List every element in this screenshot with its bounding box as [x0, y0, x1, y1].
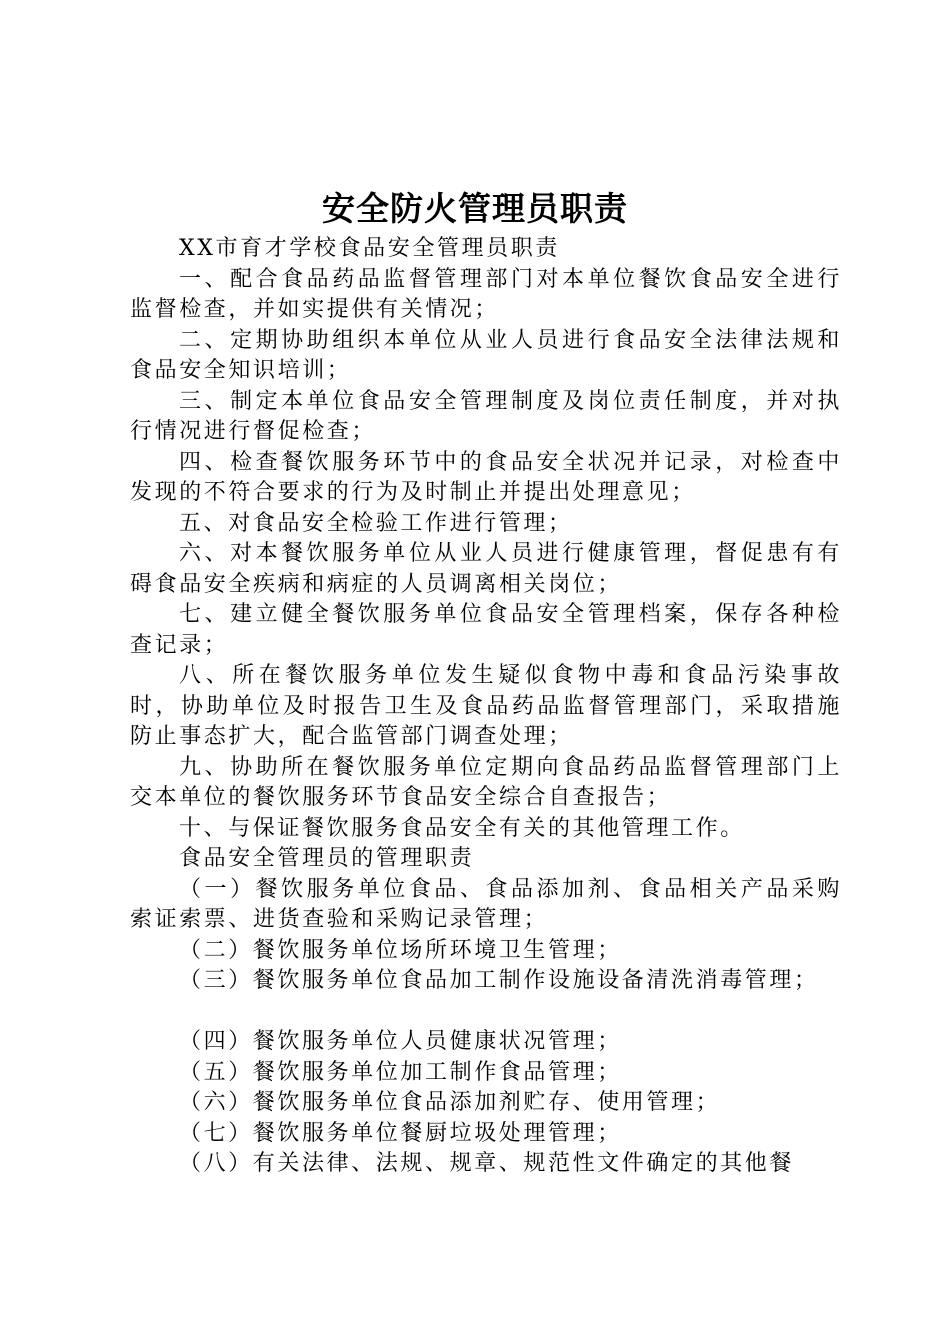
section-heading: 食品安全管理员的管理职责 — [179, 846, 475, 871]
paragraph-subtitle: XX市育才学校食品安全管理员职责 — [179, 236, 560, 261]
paragraph-item-9: 九、协助所在餐饮服务单位定期向食品药品监督管理部门上交本单位的餐饮服务环节食品安全综合自查报告； — [130, 754, 842, 810]
paragraph-item-5: 五、对食品安全检验工作进行管理； — [179, 510, 573, 536]
document-body — [130, 234, 842, 1180]
paragraph-item-1: 一、配合食品药品监督管理部门对本单位餐饮食品安全进行监督检查，并如实提供有关情况； — [130, 266, 842, 322]
paragraph-item-2: 二、定期协助组织本单位从业人员进行食品安全法律法规和食品安全知识培训； — [130, 327, 842, 383]
paragraph-item-7: 七、建立健全餐饮服务单位食品安全管理档案，保存各种检查记录； — [130, 602, 842, 658]
duty-item-6: （六）餐饮服务单位食品添加剂贮存、使用管理； — [179, 1090, 721, 1115]
document-title: 安全防火管理员职责 — [322, 189, 628, 228]
paragraph-item-4: 四、检查餐饮服务环节中的食品安全状况并记录，对检查中发现的不符合要求的行为及时制止并提出处理意见； — [130, 449, 842, 505]
duty-item-8: （八）有关法律、法规、规章、规范性文件确定的其他餐 — [179, 1151, 795, 1176]
duty-item-5: （五）餐饮服务单位加工制作食品管理； — [179, 1059, 622, 1085]
paragraph-item-10: 十、与保证餐饮服务食品安全有关的其他管理工作。 — [179, 815, 745, 841]
duty-item-2: （二）餐饮服务单位场所环境卫生管理； — [179, 937, 622, 963]
paragraph-item-6: 六、对本餐饮服务单位从业人员进行健康管理，督促患有有碍食品安全疾病和病症的人员调离相关岗位； — [130, 541, 842, 597]
duty-item-4: （四）餐饮服务单位人员健康状况管理； — [179, 1029, 622, 1054]
blank-line — [130, 997, 842, 1028]
duty-item-1: （一）餐饮服务单位食品、食品添加剂、食品相关产品采购索证索票、进货查验和采购记录管理； — [130, 876, 842, 932]
duty-item-3: （三）餐饮服务单位食品加工制作设施设备清洗消毒管理； — [179, 968, 819, 993]
duty-item-7: （七）餐饮服务单位餐厨垃圾处理管理； — [179, 1120, 622, 1146]
paragraph-item-8: 八、所在餐饮服务单位发生疑似食物中毒和食品污染事故时，协助单位及时报告卫生及食品药品监督管理部门，采取措施防止事态扩大，配合监管部门调查处理； — [130, 663, 842, 749]
paragraph-item-3: 三、制定本单位食品安全管理制度及岗位责任制度，并对执行情况进行督促检查； — [130, 388, 842, 444]
